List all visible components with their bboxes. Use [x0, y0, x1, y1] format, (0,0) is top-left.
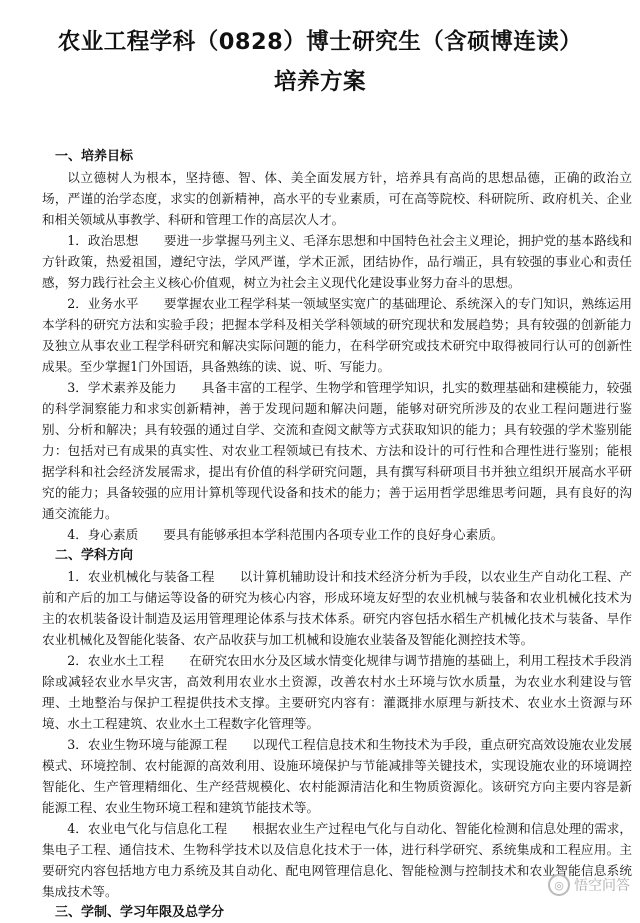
paragraph: 4．农业电气化与信息化工程 根据农业生产过程电气化与自动化、智能化检测和信息处理的需求，集电子工程、通信技术、生物科学技术以及信息化技术于一体，进行科学研究、系统集成和工程应用。主要研究内容包括地方电力系统及其自动化、配电网管理信息化、智能检测与控制技术和农业智能信息系统集成技术等。 — [42, 821, 632, 899]
paragraph: 3．学术素养及能力 具备丰富的工程学、生物学和管理学知识，扎实的数理基础和建模能力，较强的科学洞察能力和求实创新精神，善于发现问题和解决问题，能够对研究所涉及的农业工程问题进行鉴别、分析和解决；具有较强的通过自学、交流和查阅文献等方式获取知识的能力；具有较强的学术鉴别能力：包括对已有成果的真实性、对农业工程领域已有技术、方法和设计的可行性和合理性进行鉴别；能根据学科和社会经济发展需求，提出有价值的科学研究问题，具有撰写科研项目书并独立组织开展高水平研究的能力；具备较强的应用计算机等现代设备和技术的能力；善于运用哲学思维思考问题，具有良好的沟通交流能力。 — [42, 380, 632, 521]
paragraph: 以立德树人为根本，坚持德、智、体、美全面发展方针，培养具有高尚的思想品德，正确的政治立场，严谨的治学态度，求实的创新精神，高水平的专业素质，可在高等院校、科研院所、政府机关、企业和相关领域从事教学、科研和管理工作的高层次人才。 — [42, 170, 632, 227]
document-title-line-2: 培养方案 — [273, 69, 366, 95]
watermark — [548, 874, 630, 896]
section-heading-duration: 三、学制、学习年限及总学分 — [55, 905, 225, 920]
document-title-line-1: 农业工程学科（0828）博士研究生（含硕博连读） — [57, 29, 583, 55]
watermark-text: 悟空问答 — [574, 878, 630, 894]
paragraph: 2．农业水土工程 在研究农田水分及区域水情变化规律与调节措施的基础上，利用工程技术手段消除或减轻农业水旱灾害，高效利用农业水土资源，改善农村水土环境与饮水质量，为农业水利建设与管理、土地整治与保护工程提供技术支撑。主要研究内容有：灌溉排水原理与新技术、农业水土资源与环境、水土工程建筑、农业水土工程数字化管理等。 — [42, 653, 632, 731]
section-heading-goals: 一、培养目标 — [55, 149, 134, 164]
section-heading-directions: 二、学科方向 — [55, 548, 134, 563]
paragraph: 1．政治思想 要进一步掌握马列主义、毛泽东思想和中国特色社会主义理论，拥护党的基本路线和方针政策，热爱祖国，遵纪守法，学风严谨，学术正派，团结协作，品行端正，具有较强的事业心和责任感，努力践行社会主义核心价值观，树立为社会主义现代化建设事业努力奋斗的思想。 — [42, 233, 632, 290]
paragraph: 2．业务水平 要掌握农业工程学科某一领域坚实宽广的基础理论、系统深入的专门知识，熟练运用本学科的研究方法和实验手段；把握本学科及相关学科领域的研究现状和发展趋势；具有较强的创新能力及独立从事农业工程学科研究和解决实际问题的能力，在科学研究或技术研究中取得被同行认可的创新性成果。至少掌握1门外国语，具备熟练的读、说、听、写能力。 — [42, 296, 632, 374]
paragraph: 3．农业生物环境与能源工程 以现代工程信息技术和生物技术为手段，重点研究高效设施农业发展模式、环境控制、农村能源的高效利用、设施环境保护与节能减排等关键技术，实现设施农业的环境调控智能化、生产管理精细化、生产经营规模化、农村能源清洁化和生物质资源化。该研究方向主要内容是新能源工程、农业生物环境工程和建筑节能技术等。 — [42, 737, 632, 815]
paragraph: 1．农业机械化与装备工程 以计算机辅助设计和技术经济分析为手段，以农业生产自动化工程、产前和产后的加工与储运等设备的研究为核心内容，形成环境友好型的农业机械与装备和农业机械化技术为主的农机装备设计制造及运用管理理论体系与技术体系。研究内容包括水稻生产机械化技术与装备、旱作农业机械化及智能化装备、农产品收获与加工机械和设施农业装备及智能化测控技术等。 — [42, 569, 632, 647]
document-body — [42, 146, 632, 923]
wukong-logo-icon: ◎ — [548, 874, 570, 896]
paragraph: 4．身心素质 要具有能够承担本学科范围内各项专业工作的良好身心素质。 — [67, 527, 504, 542]
